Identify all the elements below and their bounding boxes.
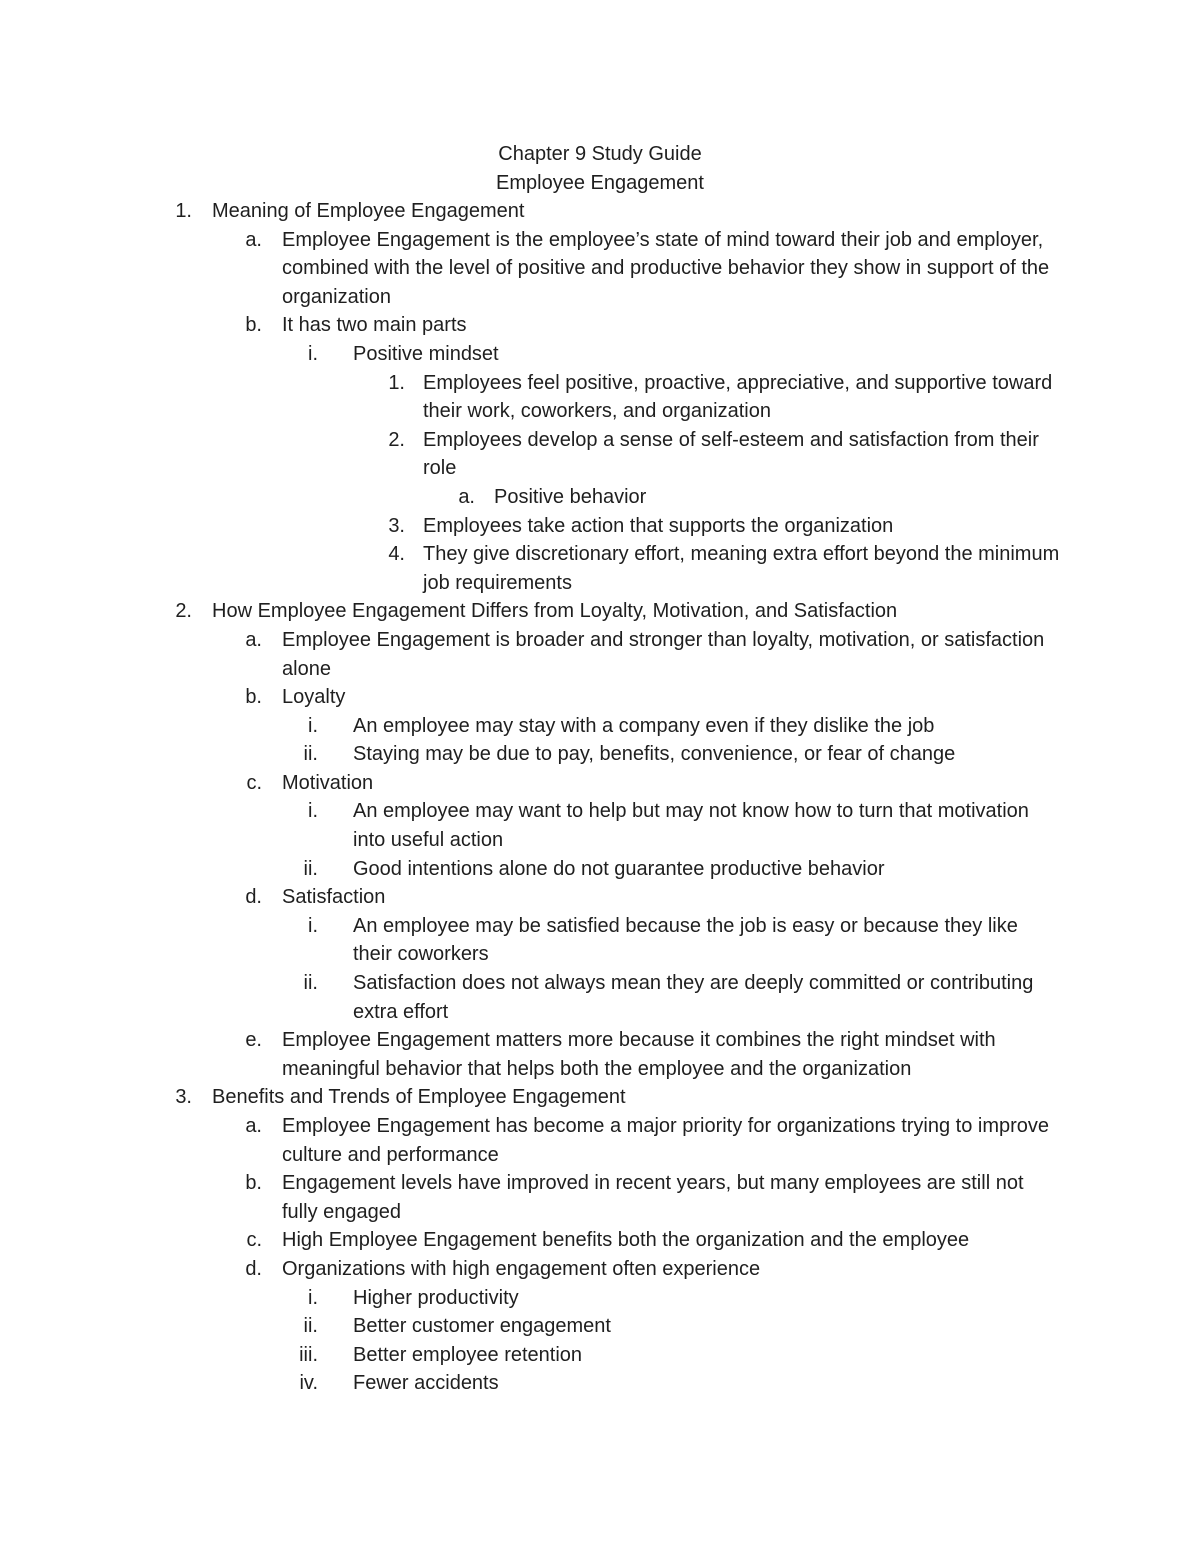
outline-item	[0, 1083, 1200, 1112]
outline-item	[0, 1312, 1200, 1341]
outline-item-marker: d.	[245, 886, 262, 909]
outline-item-text: Positive mindset	[353, 342, 499, 365]
outline-item-marker: i.	[308, 914, 318, 937]
outline-item-text: An employee may be satisfied because the job is easy or because they like their coworkers	[353, 914, 1018, 966]
outline-item-marker: d.	[245, 1257, 262, 1280]
outline-item	[0, 340, 1200, 369]
outline-item	[0, 369, 1200, 426]
outline-item-marker: a.	[245, 628, 262, 651]
outline-item	[0, 883, 1200, 912]
outline-item-marker: 2.	[175, 600, 192, 623]
outline-item-marker: 4.	[388, 543, 405, 566]
outline-item	[0, 311, 1200, 340]
outline-item-text: Employee Engagement is the employee’s state of mind toward their job and employer, combined with the level of positive and productive behavior they show in support of the organization	[282, 228, 1050, 308]
outline-item	[0, 683, 1200, 712]
outline-item-marker: b.	[245, 686, 262, 709]
outline-item-text: Fewer accidents	[353, 1372, 499, 1395]
outline-item-marker: a.	[245, 228, 262, 251]
outline-item	[0, 1255, 1200, 1284]
outline-item-marker: 1.	[175, 200, 192, 222]
outline-item-marker: i.	[308, 1286, 318, 1309]
outline-item-text: Better customer engagement	[353, 1315, 611, 1338]
outline-item	[0, 226, 1200, 312]
outline-item	[0, 912, 1200, 969]
outline-item-marker: iii.	[299, 1343, 318, 1366]
outline-item-text: Good intentions alone do not guarantee productive behavior	[353, 857, 885, 880]
outline-item	[0, 769, 1200, 798]
outline-item-marker: i.	[308, 714, 318, 737]
document-subtitle: Employee Engagement	[496, 171, 704, 194]
outline-item-text: High Employee Engagement benefits both the organization and the employee	[282, 1229, 970, 1252]
outline-item	[0, 597, 1200, 626]
outline-item	[0, 512, 1200, 541]
outline-item	[0, 626, 1200, 683]
outline-item-marker: i.	[308, 342, 318, 365]
outline-item-text: Satisfaction does not always mean they are deeply committed or contributing extra effort	[353, 972, 1034, 1023]
outline-item-text: Employees feel positive, proactive, appreciative, and supportive toward their work, coworkers, and organization	[423, 371, 1053, 423]
outline-item-text: Employees develop a sense of self-esteem and satisfaction from their role	[423, 428, 1039, 480]
outline-item-marker: ii.	[303, 743, 318, 766]
outline-item	[0, 1341, 1200, 1370]
outline-item-marker: ii.	[303, 857, 318, 880]
outline-item-text: Motivation	[282, 771, 374, 794]
outline-item-text: An employee may want to help but may not know how to turn that motivation into useful action	[353, 800, 1029, 852]
outline-item	[0, 797, 1200, 854]
outline-item-text: Employee Engagement has become a major priority for organizations trying to improve culture and performance	[282, 1115, 1050, 1166]
outline-item-text: They give discretionary effort, meaning extra effort beyond the minimum job requirements	[423, 543, 1060, 594]
outline-item	[0, 855, 1200, 884]
outline-item-marker: 2.	[388, 428, 405, 451]
outline-item-marker: c.	[246, 1229, 262, 1252]
outline-item-marker: e.	[245, 1029, 262, 1052]
outline-item-text: Benefits and Trends of Employee Engagement	[212, 1086, 626, 1109]
outline-item-marker: 1.	[388, 371, 405, 394]
outline-item-text: Positive behavior	[494, 485, 647, 508]
outline-item	[0, 1369, 1200, 1398]
outline-item	[0, 712, 1200, 741]
outline-item-text: Organizations with high engagement often experience	[282, 1257, 761, 1280]
outline-item	[0, 1284, 1200, 1313]
outline-item-text: Employee Engagement is broader and stronger than loyalty, motivation, or satisfaction alone	[282, 628, 1045, 680]
outline-item-text: How Employee Engagement Differs from Loyalty, Motivation, and Satisfaction	[212, 600, 898, 623]
outline-item-text: Employee Engagement matters more because it combines the right mindset with meaningful behavior that helps both the employee and the organization	[282, 1029, 996, 1080]
study-guide-outline	[0, 197, 1200, 1398]
outline-item	[0, 483, 1200, 512]
outline-item-text: Staying may be due to pay, benefits, convenience, or fear of change	[353, 743, 956, 766]
outline-item	[0, 197, 1200, 226]
outline-item-text: An employee may stay with a company even if they dislike the job	[353, 714, 935, 737]
outline-item-marker: i.	[308, 800, 318, 823]
outline-item	[0, 1169, 1200, 1226]
outline-item-marker: iv.	[299, 1372, 318, 1395]
outline-item-marker: a.	[458, 485, 475, 508]
outline-item	[0, 1026, 1200, 1083]
outline-item-text: Employees take action that supports the organization	[423, 514, 894, 537]
outline-item-text: Engagement levels have improved in recent years, but many employees are still not fully engaged	[282, 1172, 1024, 1223]
outline-item	[0, 1226, 1200, 1255]
outline-item-marker: b.	[245, 1172, 262, 1195]
outline-item-text: Loyalty	[282, 686, 346, 709]
outline-item-text: Better employee retention	[353, 1343, 583, 1366]
outline-item-marker: b.	[245, 314, 262, 337]
outline-item-text: Higher productivity	[353, 1286, 519, 1309]
outline-item-marker: ii.	[303, 1315, 318, 1338]
outline-item-text: It has two main parts	[282, 314, 467, 337]
document-title: Chapter 9 Study Guide	[498, 143, 702, 165]
outline-item	[0, 740, 1200, 769]
outline-item	[0, 426, 1200, 483]
outline-item-marker: ii.	[303, 972, 318, 995]
outline-item-marker: c.	[246, 771, 262, 794]
outline-item-text: Meaning of Employee Engagement	[212, 200, 525, 222]
outline-item	[0, 969, 1200, 1026]
outline-item-marker: 3.	[175, 1086, 192, 1109]
outline-item	[0, 1112, 1200, 1169]
outline-item	[0, 540, 1200, 597]
outline-item-marker: a.	[245, 1115, 262, 1137]
outline-item-marker: 3.	[388, 514, 405, 537]
outline-item-text: Satisfaction	[282, 886, 386, 909]
